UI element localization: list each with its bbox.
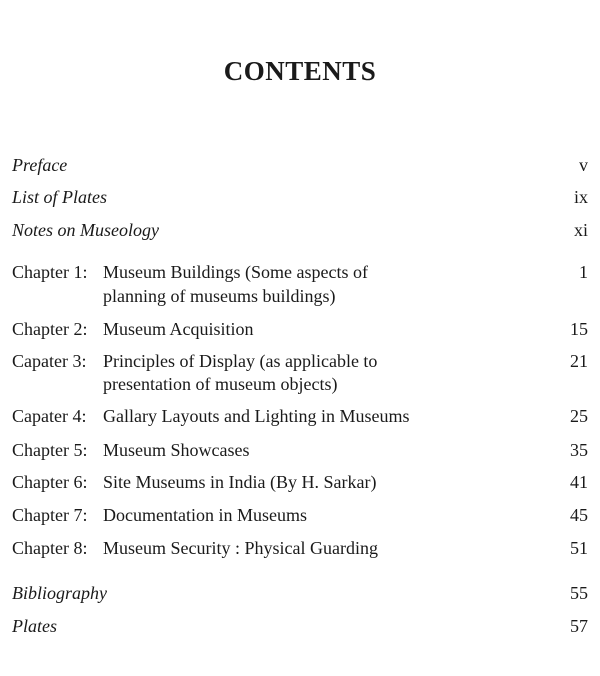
- page-number: ix: [573, 187, 588, 207]
- page-number: 25: [570, 406, 588, 426]
- page-number: 57: [570, 616, 588, 636]
- chapter-label: Chapter 1:: [12, 262, 88, 282]
- chapter-label: Chapter 6:: [12, 472, 88, 492]
- page-number: 45: [570, 505, 588, 525]
- chapter-label: Capater 4:: [12, 406, 87, 426]
- page-number: 55: [570, 583, 588, 603]
- page-number: 41: [570, 472, 588, 492]
- chapter-label: Chapter 2:: [12, 319, 88, 339]
- page-number: 15: [570, 319, 588, 339]
- page-number: 21: [570, 351, 588, 371]
- entry-label: Bibliography: [12, 583, 107, 603]
- chapter-title: Principles of Display (as applicable to: [103, 351, 378, 371]
- page-number: 35: [570, 440, 588, 460]
- entry-label: Plates: [12, 616, 57, 636]
- chapter-title: Museum Security : Physical Guarding: [103, 538, 378, 558]
- chapter-label: Chapter 7:: [12, 505, 88, 525]
- toc-entry-chapter-3[interactable]: [12, 349, 588, 397]
- chapter-title: Museum Acquisition: [103, 319, 254, 339]
- chapter-title: Documentation in Museums: [103, 505, 307, 525]
- chapter-title: Museum Buildings (Some aspects of: [103, 262, 368, 282]
- chapter-title: Gallary Layouts and Lighting in Museums: [103, 406, 410, 426]
- entry-label: Preface: [12, 155, 68, 175]
- page-number: 1: [579, 262, 588, 282]
- page-number: 51: [570, 538, 588, 558]
- page-title: CONTENTS: [223, 56, 377, 86]
- chapter-label: Chapter 8:: [12, 538, 88, 558]
- chapter-title: Museum Showcases: [103, 440, 250, 460]
- entry-label: List of Plates: [12, 187, 108, 207]
- chapter-title-line2: planning of museums buildings): [103, 286, 336, 306]
- page-number: v: [579, 155, 588, 175]
- page-number: xi: [573, 220, 588, 240]
- chapter-label: Capater 3:: [12, 351, 87, 371]
- chapter-title: Site Museums in India (By H. Sarkar): [103, 472, 377, 492]
- chapter-title-line2: presentation of museum objects): [103, 374, 338, 394]
- toc-entry-chapter-1[interactable]: [12, 260, 588, 308]
- entry-label: Notes on Museology: [12, 220, 159, 240]
- chapter-label: Chapter 5:: [12, 440, 88, 460]
